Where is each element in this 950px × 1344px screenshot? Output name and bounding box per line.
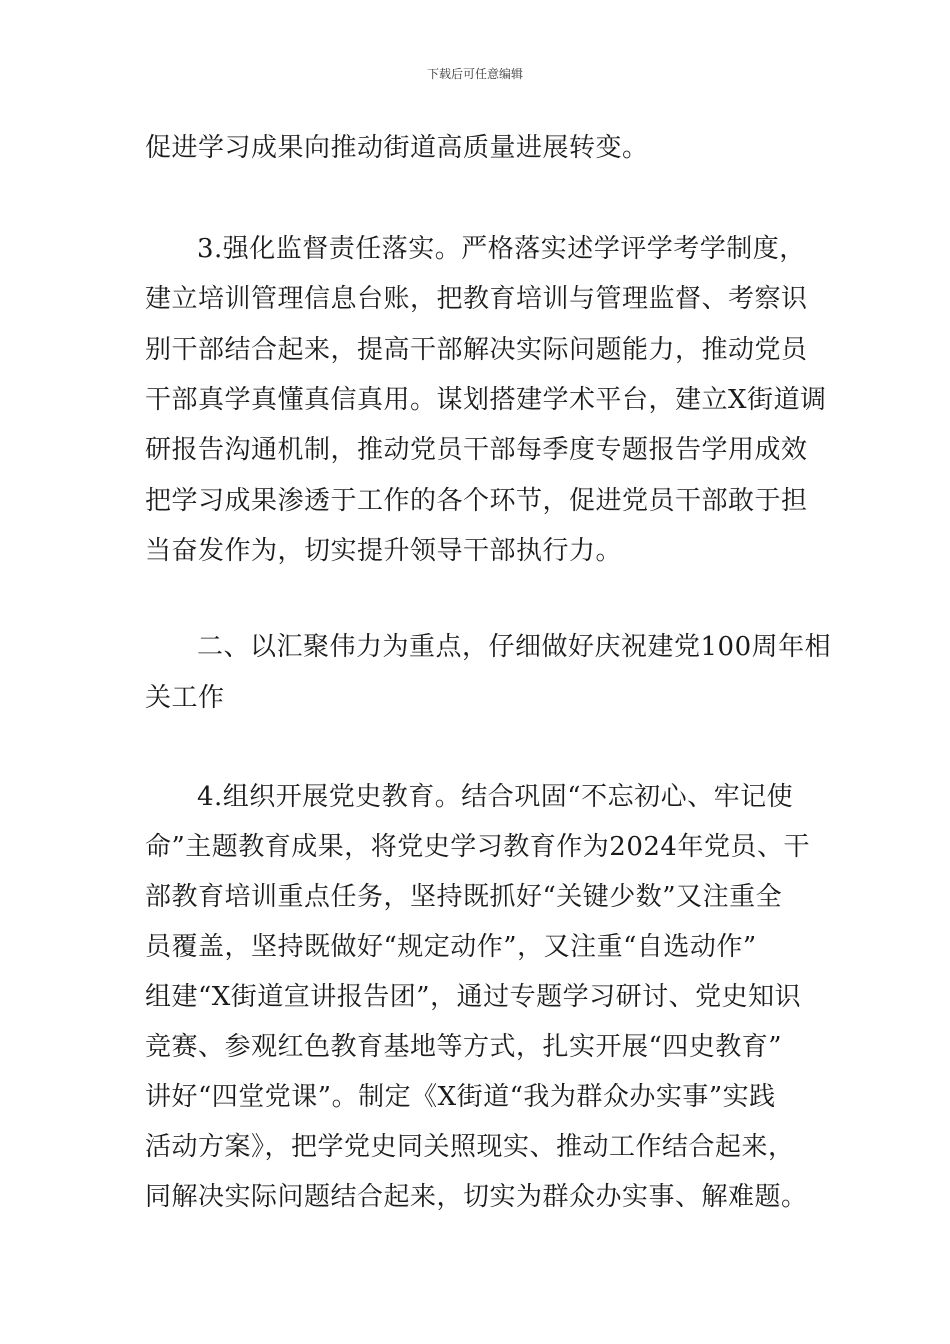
- paragraph-line: 当奋发作为，切实提升领导干部执行力。: [145, 536, 623, 566]
- paragraph-line: 活动方案》，把学党史同关照现实、推动工作结合起来，: [145, 1132, 795, 1162]
- paragraph-line: 竞赛、参观红色教育基地等方式，扎实开展“四史教育”: [145, 1032, 783, 1062]
- paragraph-line: 同解决实际问题结合起来，切实为群众办实事、解难题。: [145, 1182, 808, 1212]
- paragraph-line: 命”主题教育成果，将党史学习教育作为2024年党员、干: [145, 832, 810, 862]
- paragraph-line: 促进学习成果向推动街道高质量进展转变。: [145, 133, 649, 163]
- section-heading-line: 关工作: [145, 683, 225, 713]
- paragraph-line: 4.组织开展党史教育。结合巩固“不忘初心、牢记使: [197, 782, 794, 812]
- paragraph-line: 部教育培训重点任务，坚持既抓好“关键少数”又注重全: [145, 882, 783, 912]
- page-header-note: 下载后可任意编辑: [426, 67, 523, 81]
- paragraph-line: 建立培训管理信息台账，把教育培训与管理监督、考察识: [145, 284, 808, 314]
- paragraph-line: 3.强化监督责任落实。严格落实述学评学考学制度，: [197, 234, 806, 264]
- paragraph-line: 别干部结合起来，提高干部解决实际问题能力，推动党员: [145, 335, 808, 365]
- paragraph-line: 把学习成果渗透于工作的各个环节，促进党员干部敢于担: [145, 486, 808, 516]
- section-heading-line: 二、以汇聚伟力为重点，仔细做好庆祝建党100周年相: [197, 632, 832, 662]
- paragraph-line: 干部真学真懂真信真用。谋划搭建学术平台，建立X街道调: [145, 385, 827, 415]
- paragraph-line: 研报告沟通机制，推动党员干部每季度专题报告学用成效: [145, 435, 808, 465]
- paragraph-line: 组建“X街道宣讲报告团”，通过专题学习研讨、党史知识: [145, 982, 802, 1012]
- paragraph-line: 员覆盖，坚持既做好“规定动作”，又注重“自选动作”: [145, 932, 757, 962]
- paragraph-line: 讲好“四堂党课”。制定《X街道“我为群众办实事”实践: [145, 1082, 776, 1112]
